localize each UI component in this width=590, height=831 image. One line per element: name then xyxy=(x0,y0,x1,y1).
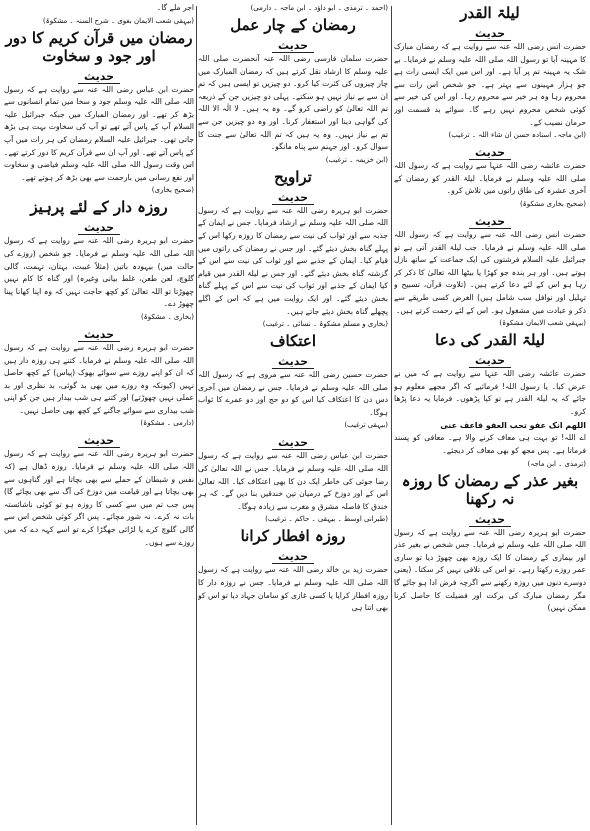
hadith-reference: (دارمی ۔ مشکوۃ) xyxy=(140,419,194,428)
dua-translation: اے اللہ! تو بہت ہی معاف کرنے والا ہے۔ معافی کو پسند فرماتا ہے۔ پس مجھ کو بھی معاف کر دیجئے۔ xyxy=(394,433,586,456)
hadith-text: حضرت زید بن خالد رضی اللہ عنہ سے روایت ہے کہ رسول اللہ صلی اللہ علیہ وسلم نے فرمایا۔ جس نے روزہ دار کا روزہ افطار کرایا یا کسی غازی کو سامان جہاد دیا تو اس کو بھی اتنا ہی xyxy=(198,565,388,613)
hadith-label: حدیث xyxy=(198,39,388,52)
hadith-text: حضرت سلمان فارسی رضی اللہ عنہ آنحضرت صلی اللہ علیہ وسلم کا ارشاد نقل کرتے ہیں کہ رمضان المبارک میں چار چیزوں کی کثرت کیا کرو۔ دو چیزیں تو ایسی ہیں کہ تم ان سے بے نیاز نہیں ہو سکتے۔ پہلی دو چیزیں جن کے ذریعہ تم اللہ تعالیٰ کو راضی کرو گے۔ وہ یہ ہیں۔ لا الٰہ الا اللہ کی گواہی دینا اور استغفار کرنا۔ اور وہ دو چیزیں جن سے تم بے نیاز نہیں۔ وہ یہ ہیں کہ تم اللہ تعالیٰ سے جنت کا سوال کرو۔ اور جہنم سے پناہ مانگو۔ xyxy=(198,54,388,152)
dua-text: اللھم انک عفو تحب العفو فاعف عنی xyxy=(440,421,586,431)
hadith-label: حدیث xyxy=(198,355,388,368)
hadith-text: حضرت انس رضی اللہ عنہ سے روایت ہے کہ رمضان مبارک کا مہینہ آیا تو رسول اللہ صلی اللہ علیہ وسلم نے فرمایا۔ بے شک یہ مہینہ تم پر آیا ہے۔ اور اس میں ایک ایسی رات ہے جو ہزار مہینوں سے بہتر ہے۔ جو شخص اس رات سے محروم رہا وہ ہر خیر سے محروم رہا۔ اور اس کی خیر سے کوئی شخص محروم نہیں رہے گا۔ سوائے بد قسمت اور حرمان نصیب کے۔ xyxy=(394,42,586,127)
hadith-label: حدیث xyxy=(4,434,194,447)
hadith-text: حضرت ابن عباس رضی اللہ عنہ سے روایت ہے کہ رسول اللہ صلی اللہ علیہ وسلم نے فرمایا۔ جس نے اللہ تعالیٰ کی رضا جوئی کی خاطر ایک دن کا بھی اعتکاف کیا۔ اللہ تعالیٰ اس کے اور دوزخ کے درمیان تین خندقیں بنا دیں گے۔ کہ ہر خندق کا فاصلہ مشرق و مغرب سے زیادہ ہوگا۔ xyxy=(198,451,388,511)
hadith-text: حضرت ابو ہریرہ رضی اللہ عنہ سے روایت ہے کہ رسول اللہ صلی اللہ علیہ وسلم نے فرمایا۔ جو شخص (روزے کی حالت میں) بیہودہ باتیں (مثلاً غیبت، بہتان، تہمت، گالی گلوچ، لعن طعن، غلط بیانی وغیرہ) اور گناہ کا کام نہیں چھوڑتا تو اللہ تعالیٰ کو کچھ حاجت نہیں کہ وہ اپنا کھانا پینا چھوڑ دے۔ xyxy=(4,236,194,309)
section-title: روزہ افطار کرانا xyxy=(240,527,346,546)
hadith-label: حدیث xyxy=(394,27,586,40)
hadith-label: حدیث xyxy=(198,191,388,204)
hadith-text: حضرت ابو ہریرہ رضی اللہ عنہ سے روایت ہے کہ رسول اللہ صلی اللہ علیہ وسلم نے فرمایا۔ جس شخص نے بغیر عذر اور بیماری کے رمضان کا ایک روزہ بھی چھوڑ دیا تو ساری عمر روزے رکھتا رہے۔ تو اس کی تلافی نہیں کر سکتا۔ (یعنی دوسرے دنوں میں روزہ رکھنے سے اگرچہ فرض ادا ہو جائے گا مگر رمضان مبارک کی برکت اور فضیلت کا حاصل کرنا ممکن نہیں) xyxy=(394,527,586,613)
hadith-reference: (ترمذی ۔ ابن ماجہ) xyxy=(527,459,586,468)
column-middle xyxy=(198,2,388,829)
hadith-reference: (احمد ۔ ترمذی ۔ ابو داؤد ۔ ابن ماجہ ۔ دارمی) xyxy=(250,4,388,12)
section-title: تراویح xyxy=(274,167,312,186)
hadith-label: حدیث xyxy=(394,215,586,228)
hadith-label: حدیث xyxy=(4,328,194,341)
section-title: اعتکاف xyxy=(269,332,317,351)
hadith-label: حدیث xyxy=(198,550,388,563)
hadith-label: حدیث xyxy=(394,146,586,159)
hadith-reference: (بیہقی ترغیب) xyxy=(344,421,388,430)
hadith-text: حضرت عائشہ رضی اللہ عنہا سے روایت ہے کہ میں نے عرض کیا۔ یا رسول اللہ! فرمائیے کہ اگر مجھے معلوم ہو جائے کہ یہ لیلۃ القدر ہے تو کیا پڑھوں۔ فرمایا یہ دعا پڑھا کرو۔ xyxy=(394,369,586,416)
section-title: لیلۃ القدر xyxy=(460,4,520,22)
hadith-reference: (ابن ماجہ۔ اسنادہ حسن ان شاء اللہ ۔ ترغیب) xyxy=(448,131,586,140)
hadith-text: حضرت ابو ہریرہ رضی اللہ عنہ سے روایت ہے کہ رسول اللہ صلی اللہ علیہ وسلم نے فرمایا۔ کتنے ہی روزہ دار ہیں کہ ان کو اپنے روزے سے سوائے بھوک (پیاس) کے کچھ حاصل نہیں (کیونکہ وہ روزے میں بھی بد گوئی، بد نظری اور بد عملی نہیں چھوڑتے) اور کتنے ہی شب بیدار ہیں جن کو اپنی شب بیداری سے سوائے جاگنے کے کچھ بھی حاصل نہیں۔ xyxy=(4,342,194,415)
hadith-reference: (صحیح بخاری مشکوۃ) xyxy=(519,199,586,208)
hadith-text: حضرت عائشہ رضی اللہ عنہا سے روایت ہے کہ رسول اللہ صلی اللہ علیہ وسلم نے فرمایا۔ لیلۃ القدر کو رمضان کے آخری عشرہ کی طاق راتوں میں تلاش کرو۔ xyxy=(394,161,586,196)
column-divider xyxy=(391,6,392,825)
column-left xyxy=(4,2,194,829)
hadith-label: حدیث xyxy=(198,436,388,449)
hadith-text: حضرت ابو ہریرہ رضی اللہ عنہ سے روایت ہے کہ رسول اللہ صلی اللہ علیہ وسلم نے ارشاد فرمایا۔ جس نے ایمان کے جذبہ سے اور ثواب کی نیت سے رمضان کا روزہ رکھا اس کے پہلے گناہ بخش دیئے گئے۔ اور جس نے رمضان کی راتوں میں قیام کیا۔ ایمان کے جذبے سے اور ثواب کی نیت سے اس کے گزشتہ گناہ بخش دیئے گئے۔ اور جس نے لیلۃ القدر میں قیام کیا ایمان کے جذبے اور ثواب کی نیت سے اس کے پہلے گناہ بخش دیئے گئے۔ اور ایک روایت میں ہے کہ اس کے اگلے پچھلے گناہ بخش دیئے جاتے ہیں۔ xyxy=(198,205,388,316)
hadith-reference: (بیہقی شعب الایمان بغوی ۔ شرح السنہ ۔ مشکوۃ) xyxy=(42,16,194,25)
section-title: رمضان میں قرآن کریم کا دور اور جود و سخاوت xyxy=(5,28,193,65)
section-title: بغیر عذر کے رمضان کا روزہ نہ رکھنا xyxy=(401,471,579,508)
hadith-label: حدیث xyxy=(394,513,586,526)
section-title: لیلۃ القدر کی دعا xyxy=(435,331,545,350)
section-title: روزہ دار کے لئے پرہیز xyxy=(30,198,168,217)
hadith-text: حضرت حسین رضی اللہ عنہ سے مروی ہے کہ رسول اللہ صلی اللہ علیہ وسلم نے فرمایا۔ جس نے رمضان میں آخری دس دن کا اعتکاف کیا اس کو دو حج اور دو عمرے کا ثواب ہوگا۔ xyxy=(198,370,388,417)
hadith-text: حضرت ابو ہریرہ رضی اللہ عنہ سے روایت ہے کہ رسول اللہ صلی اللہ علیہ وسلم نے فرمایا۔ روزہ ڈھال ہے (کہ نفس و شیطان کے حملے سے بھی بچاتا ہے اور گناہوں سے بھی بچاتا ہے اور قیامت میں دوزخ کی آگ سے بھی بچائے گا) پس جب تم میں سے کسی کا روزہ ہو تو کوئی ناشائستہ بات نہ کرے۔ نہ شور مچائے۔ پس اگر کوئی شخص اس سے گالی گلوچ کرے یا لڑائی جھگڑا کرے تو اسے کہہ دے کہ میں روزے سے ہوں۔ xyxy=(4,449,194,547)
hadith-reference: (بخاری ۔ مشکوۃ) xyxy=(140,312,194,321)
hadith-reference: (بیہقی شعب الایمان مشکوۃ) xyxy=(499,319,586,328)
column-right xyxy=(394,2,586,829)
hadith-label: حدیث xyxy=(4,221,194,234)
section-title: رمضان کے چار عمل xyxy=(230,16,356,34)
hadith-reference: (طبرانی اوسط ۔ بیہقی ۔ حاکم ۔ ترغیب) xyxy=(265,515,388,524)
hadith-text: حضرت ابن عباس رضی اللہ عنہ سے روایت ہے کہ رسول اللہ صلی اللہ علیہ وسلم جود و سخا میں تمام انسانوں سے بڑھ کر تھے۔ اور رمضان المبارک میں جبکہ جبرائیل علیہ السلام آپ کے پاس آتے تھے تو آپ کی سخاوت بہت ہی بڑھ جاتی تھی۔ جبرائیل علیہ السلام رمضان کی ہر رات میں آپ کے پاس آتے تھے۔ اور آپ ان سے قرآن کریم کا دور کرتے تھے۔ اس وقت رسول اللہ صلی اللہ علیہ وسلم فیاضی و سخاوت اور نفع رسانی میں بارحمت سے بھی بڑھ کر ہوتے تھے۔ xyxy=(4,84,194,182)
hadith-reference: (ابن خزیمہ ۔ ترغیب) xyxy=(325,155,388,164)
hadith-text: حضرت انس رضی اللہ عنہ سے روایت ہے کہ رسول اللہ صلی اللہ علیہ وسلم نے فرمایا۔ جب لیلۃ القدر آتی ہے تو جبرائیل علیہ السلام فرشتوں کی ایک جماعت کے ساتھ نازل ہوتے ہیں۔ اور ہر بندہ جو کھڑا یا بیٹھا اللہ تعالیٰ کا ذکر کر رہا ہو اس کے لئے دعا کرتے ہیں۔ (تلاوت قرآن، تسبیح و تہلیل اور نوافل سب شامل ہیں) الغرض کسی طریقے سے ذکر و عبادت میں مشغول ہو۔ اس کے لئے رحمت کرتے ہیں۔ xyxy=(394,229,586,315)
hadith-reference: (بخاری و مسلم مشکوۃ ۔ نسائی ۔ ترغیب) xyxy=(262,320,388,329)
hadith-label: حدیث xyxy=(394,354,586,367)
column-divider xyxy=(196,6,197,825)
hadith-reference: (صحیح بخاری) xyxy=(151,186,194,195)
continued-text: اجر ملے گا۔ xyxy=(156,3,194,12)
hadith-label: حدیث xyxy=(4,70,194,83)
